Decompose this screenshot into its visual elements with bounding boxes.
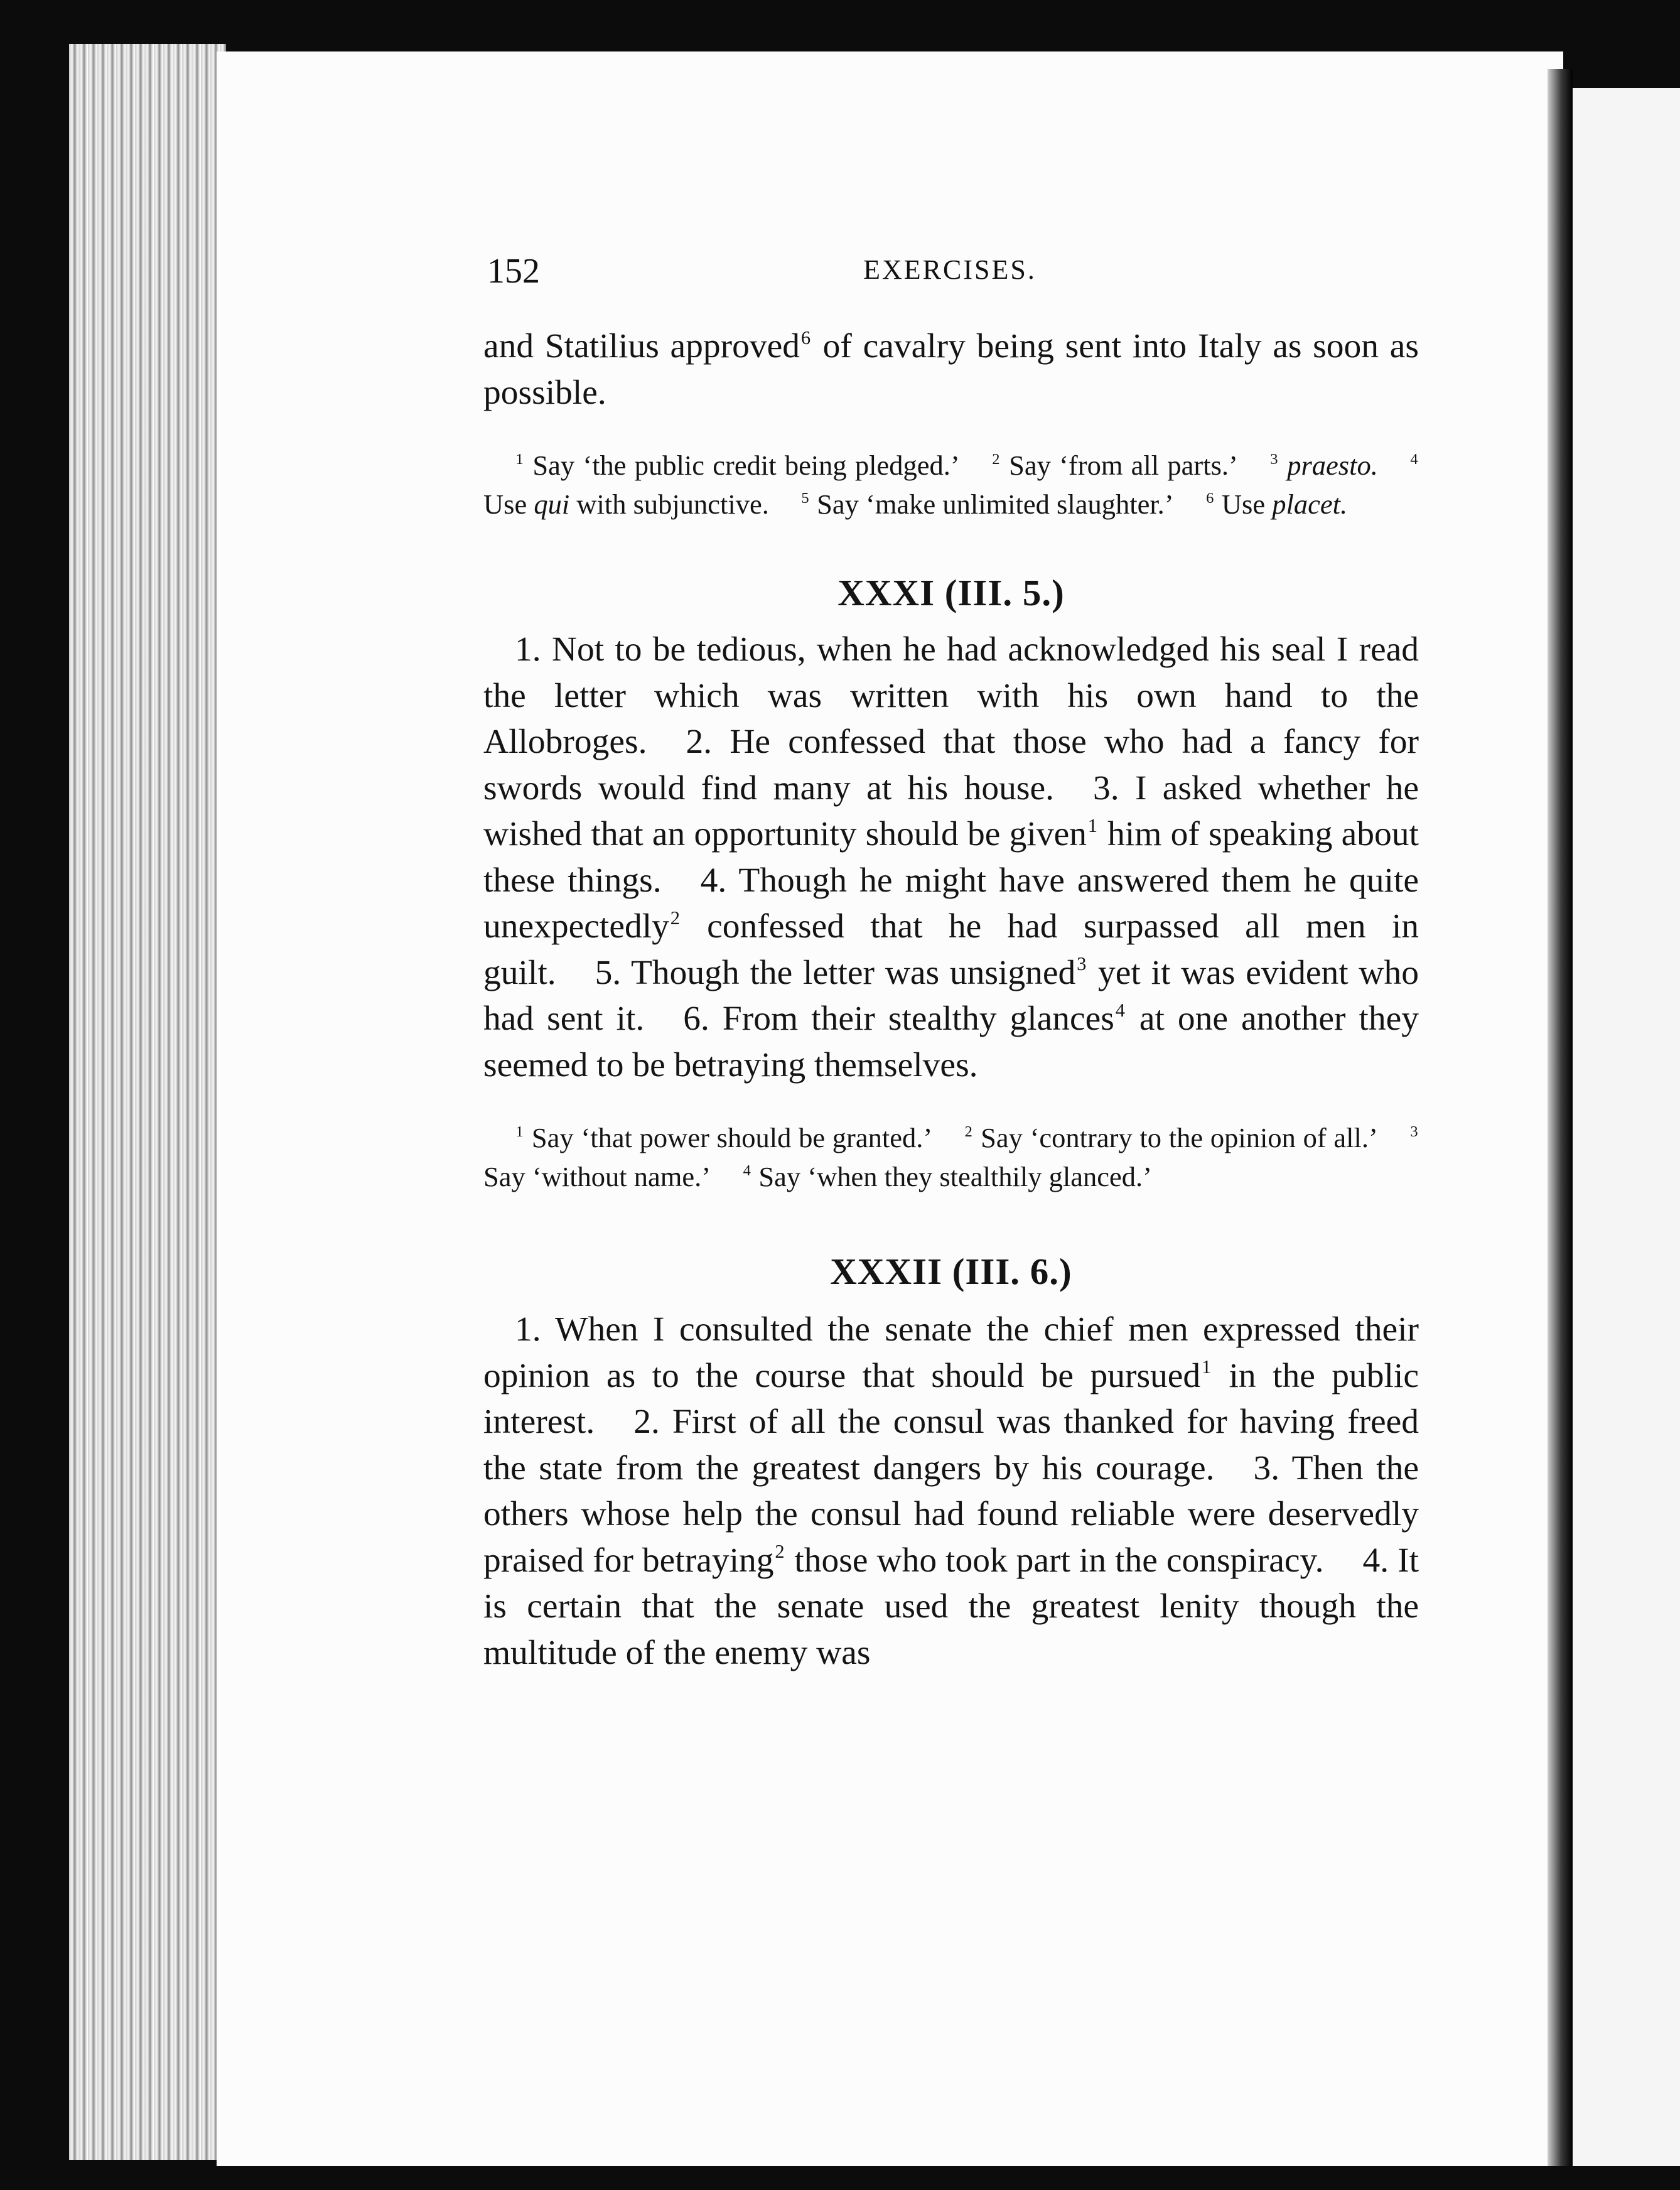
footnote [515,450,960,481]
text-span: yet it was evident who had sent it. [483,953,1419,1038]
footnotes-block-1 [483,446,1419,524]
footnotes-block-2 [483,1118,1419,1196]
gutter-shadow [1548,69,1573,2166]
footnote-ref: 1 [1202,1356,1212,1378]
section-xxxii-paragraph [483,1307,1419,1676]
footnote-text: with subjunctive. [569,488,769,520]
footnote-text: Say ‘contrary to the opinion of all.’ [973,1122,1378,1153]
text-span: 3. I asked whether he wished that an opportunity should be given [483,769,1419,853]
footnote [991,450,1238,481]
footnote-mark: 1 [515,450,524,468]
footnote-mark: 2 [964,1123,972,1140]
text-span: and Statilius approved [483,327,800,365]
footnote-text [1279,450,1287,481]
footnote [742,1161,1152,1192]
footnote-text: Use [1214,488,1273,520]
footnote-text: Say ‘from all parts.’ [1000,450,1238,481]
section-xxxi-paragraph [483,627,1419,1088]
body-text [483,323,1419,1676]
footnote [964,1122,1378,1153]
footnote [1269,450,1378,481]
footnote-italic: praesto. [1287,450,1378,481]
footnote [1205,488,1347,520]
text-span: in the public interest. [483,1356,1419,1441]
text-span: 5. Though the letter was unsigned [595,953,1076,992]
footnote-ref: 6 [800,326,811,348]
sentence: 1. Not to be tedious, when he had acknowledged his seal I read the letter which was written with his own hand to the Allobroges. [483,630,1419,761]
footnote-mark: 2 [992,450,1000,468]
footnote-italic: placet. [1272,488,1348,520]
text-span: him of speaking about these things. [483,815,1419,900]
footnote-mark: 3 [1410,1123,1418,1140]
page-number: 152 [487,252,540,291]
footnote-text: Say ‘when they stealthily glanced.’ [751,1161,1152,1192]
text-span: 3. Then the others whose help the consul had found reliable were deservedly praised for betraying [483,1448,1419,1580]
footnote [515,1122,932,1153]
footnote-mark: 4 [743,1162,751,1179]
sentence: 2. First of all the consul was thanked for having freed the state from the greatest dangers by his courage. [483,1403,1419,1487]
footnote-text: Say ‘make unlimited slaughter.’ [810,488,1174,520]
footnote-mark: 3 [1270,450,1278,468]
footnote-ref: 1 [1087,814,1098,836]
footnote-mark: 4 [1410,450,1418,468]
text-span: 1. When I consulted the senate the chief men expressed their opinion as to the course that should be pursued [483,1310,1419,1395]
running-head [487,251,1413,295]
footnote-ref: 4 [1115,999,1125,1021]
footnote-italic: qui [534,488,570,520]
footnote-text: Say ‘that power should be granted.’ [524,1122,933,1153]
footnote-text: Use [483,488,534,520]
footnote-ref: 3 [1077,953,1087,975]
footnote-ref: 2 [670,907,680,929]
section-heading-xxxi: XXXI (III. 5.) [837,572,1065,613]
facing-page-edge [1573,88,1680,2166]
footnote-text: Say ‘without name.’ [483,1161,711,1192]
running-title: EXERCISES. [863,254,1037,285]
footnote-text: Say ‘the public credit being pledged.’ [524,450,960,481]
text-span: those who took part in the conspiracy. [785,1541,1324,1580]
text-span: 4. Though he might have answered them he quite unexpectedly [483,861,1419,946]
continuation-paragraph [483,323,1419,416]
text-span: 6. From their stealthy glances [683,1000,1114,1038]
sentence: 4. It is certain that the senate used the greatest lenity though the multitude of the enemy was [483,1541,1419,1672]
text-span: at one another they seemed to be betraying themselves. [483,1000,1419,1084]
footnote-ref: 2 [775,1541,785,1563]
text-span: of cavalry being sent into Italy as soon as possible. [483,327,1419,412]
footnote-mark: 6 [1206,489,1214,507]
footnote [800,488,1174,520]
footnote-mark: 1 [515,1123,524,1140]
footnote-mark: 5 [801,489,809,507]
section-heading-xxxii: XXXII (III. 6.) [830,1251,1072,1292]
text-span: confessed that he had surpassed all men in guilt. [483,907,1419,992]
sentence: 2. He confessed that those who had a fancy for swords would find many at his house. [483,723,1419,807]
page-edges [69,44,226,2160]
